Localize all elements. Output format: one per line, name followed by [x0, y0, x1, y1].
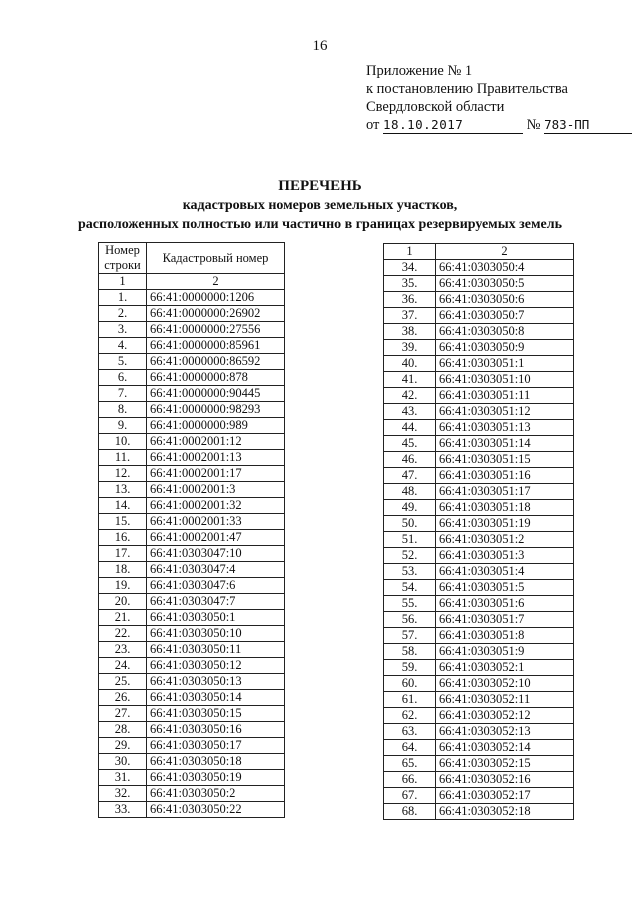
cadastral-number: 66:41:0303051:6: [436, 596, 574, 612]
table-row: [384, 692, 574, 708]
title-main: ПЕРЕЧЕНЬ: [278, 178, 362, 194]
row-number: 37.: [384, 308, 436, 324]
table-row: [99, 706, 285, 722]
table-row: [99, 370, 285, 386]
row-number: 59.: [384, 660, 436, 676]
header-col-index-2: 2: [436, 244, 574, 260]
row-number: 21.: [99, 610, 147, 626]
annex-date-line: [366, 116, 632, 134]
cadastral-number: 66:41:0303052:16: [436, 772, 574, 788]
cadastral-number: 66:41:0303050:5: [436, 276, 574, 292]
annex-number: 783-ПП: [544, 117, 632, 134]
row-number: 58.: [384, 644, 436, 660]
table-row: [384, 708, 574, 724]
table-row: [384, 276, 574, 292]
table-row: [384, 468, 574, 484]
cadastral-number: 66:41:0303051:15: [436, 452, 574, 468]
cadastral-number: 66:41:0303051:5: [436, 580, 574, 596]
annex-from-label: от: [366, 117, 380, 133]
row-number: 51.: [384, 532, 436, 548]
row-number: 1.: [99, 290, 147, 306]
row-number: 14.: [99, 498, 147, 514]
table-row: [384, 308, 574, 324]
row-number: 3.: [99, 322, 147, 338]
cadastral-number: 66:41:0303050:15: [147, 706, 285, 722]
table-row: [99, 642, 285, 658]
table-row: [99, 386, 285, 402]
table-row: [99, 594, 285, 610]
table-row: [384, 516, 574, 532]
annex-decree: к постановлению Правительства: [366, 81, 568, 97]
row-number: 46.: [384, 452, 436, 468]
cadastral-number: 66:41:0000000:86592: [147, 354, 285, 370]
table-row: [384, 436, 574, 452]
table-row: [99, 722, 285, 738]
cadastral-number: 66:41:0303051:10: [436, 372, 574, 388]
table-row: [99, 306, 285, 322]
cadastral-number: 66:41:0303050:16: [147, 722, 285, 738]
table-row: [99, 290, 285, 306]
cadastral-number: 66:41:0000000:878: [147, 370, 285, 386]
table-row: [99, 690, 285, 706]
table-row: [99, 802, 285, 818]
cadastral-number: 66:41:0303052:13: [436, 724, 574, 740]
cadastral-number: 66:41:0303050:22: [147, 802, 285, 818]
row-number: 18.: [99, 562, 147, 578]
cadastral-number: 66:41:0303051:14: [436, 436, 574, 452]
cadastral-table-left: [98, 242, 285, 818]
annex-block: [366, 62, 632, 134]
row-number: 65.: [384, 756, 436, 772]
cadastral-number: 66:41:0303051:8: [436, 628, 574, 644]
cadastral-number: 66:41:0303052:14: [436, 740, 574, 756]
row-number: 40.: [384, 356, 436, 372]
cadastral-number: 66:41:0303050:18: [147, 754, 285, 770]
cadastral-number: 66:41:0303050:6: [436, 292, 574, 308]
row-number: 19.: [99, 578, 147, 594]
cadastral-number: 66:41:0002001:12: [147, 434, 285, 450]
table-row: [99, 738, 285, 754]
table-row: [99, 402, 285, 418]
row-number: 45.: [384, 436, 436, 452]
table-row: [384, 628, 574, 644]
row-number: 53.: [384, 564, 436, 580]
table-row: [384, 484, 574, 500]
table-row: [384, 340, 574, 356]
cadastral-number: 66:41:0002001:3: [147, 482, 285, 498]
cadastral-number: 66:41:0303051:18: [436, 500, 574, 516]
row-number: 49.: [384, 500, 436, 516]
row-number: 7.: [99, 386, 147, 402]
cadastral-number: 66:41:0303052:17: [436, 788, 574, 804]
table-row: [99, 786, 285, 802]
row-number: 30.: [99, 754, 147, 770]
table-row: [384, 580, 574, 596]
cadastral-number: 66:41:0303051:19: [436, 516, 574, 532]
row-number: 11.: [99, 450, 147, 466]
table-row: [99, 482, 285, 498]
table-row: [384, 788, 574, 804]
table-row: [384, 804, 574, 820]
table-row: [384, 356, 574, 372]
title-subtitle-1: кадастровых номеров земельных участков,: [182, 198, 458, 213]
cadastral-number: 66:41:0303052:1: [436, 660, 574, 676]
page-number: 16: [312, 38, 328, 54]
table-row: [384, 740, 574, 756]
cadastral-number: 66:41:0303047:4: [147, 562, 285, 578]
table-row: [99, 498, 285, 514]
table-row: [384, 500, 574, 516]
cadastral-number: 66:41:0303052:10: [436, 676, 574, 692]
cadastral-number: 66:41:0303051:2: [436, 532, 574, 548]
table-row: [99, 322, 285, 338]
table-row: [99, 754, 285, 770]
cadastral-number: 66:41:0000000:27556: [147, 322, 285, 338]
cadastral-number: 66:41:0303050:9: [436, 340, 574, 356]
row-number: 16.: [99, 530, 147, 546]
table-row: [384, 596, 574, 612]
cadastral-number: 66:41:0002001:33: [147, 514, 285, 530]
row-number: 63.: [384, 724, 436, 740]
table-row: [99, 354, 285, 370]
row-number: 36.: [384, 292, 436, 308]
row-number: 62.: [384, 708, 436, 724]
table-row: [99, 418, 285, 434]
table-row: [384, 292, 574, 308]
cadastral-number: 66:41:0303050:8: [436, 324, 574, 340]
table-row: [384, 772, 574, 788]
header-col-index-1: 1: [384, 244, 436, 260]
row-number: 57.: [384, 628, 436, 644]
row-number: 13.: [99, 482, 147, 498]
cadastral-number: 66:41:0303051:16: [436, 468, 574, 484]
table-row: [99, 338, 285, 354]
table-row: [99, 578, 285, 594]
table-row: [384, 564, 574, 580]
row-number: 12.: [99, 466, 147, 482]
row-number: 9.: [99, 418, 147, 434]
annex-number-label: №: [526, 117, 541, 133]
table-row: [384, 324, 574, 340]
cadastral-number: 66:41:0303050:14: [147, 690, 285, 706]
table-row: [99, 434, 285, 450]
row-number: 41.: [384, 372, 436, 388]
row-number: 27.: [99, 706, 147, 722]
cadastral-number: 66:41:0303051:12: [436, 404, 574, 420]
cadastral-number: 66:41:0303052:18: [436, 804, 574, 820]
header-col-index-2: 2: [147, 274, 285, 290]
row-number: 60.: [384, 676, 436, 692]
annex-title: Приложение № 1: [366, 63, 473, 79]
cadastral-number: 66:41:0303052:12: [436, 708, 574, 724]
document-title: [0, 176, 640, 234]
table-row: [99, 626, 285, 642]
row-number: 22.: [99, 626, 147, 642]
row-number: 35.: [384, 276, 436, 292]
cadastral-number: 66:41:0303050:11: [147, 642, 285, 658]
table-row: [99, 674, 285, 690]
row-number: 42.: [384, 388, 436, 404]
row-number: 67.: [384, 788, 436, 804]
row-number: 23.: [99, 642, 147, 658]
table-row: [384, 452, 574, 468]
table-row: [384, 676, 574, 692]
cadastral-number: 66:41:0002001:32: [147, 498, 285, 514]
table-row: [99, 770, 285, 786]
row-number: 33.: [99, 802, 147, 818]
cadastral-number: 66:41:0000000:1206: [147, 290, 285, 306]
header-row-number: Номер строки: [99, 243, 147, 274]
cadastral-number: 66:41:0303050:13: [147, 674, 285, 690]
table-row: [384, 756, 574, 772]
cadastral-number: 66:41:0303050:12: [147, 658, 285, 674]
row-number: 39.: [384, 340, 436, 356]
table-row: [99, 530, 285, 546]
row-number: 28.: [99, 722, 147, 738]
table-row: [99, 546, 285, 562]
cadastral-number: 66:41:0303047:6: [147, 578, 285, 594]
row-number: 54.: [384, 580, 436, 596]
table-row: [99, 610, 285, 626]
row-number: 17.: [99, 546, 147, 562]
table-row: [384, 612, 574, 628]
table-row: [99, 514, 285, 530]
row-number: 55.: [384, 596, 436, 612]
cadastral-number: 66:41:0303052:15: [436, 756, 574, 772]
row-number: 2.: [99, 306, 147, 322]
cadastral-number: 66:41:0303050:17: [147, 738, 285, 754]
cadastral-number: 66:41:0303052:11: [436, 692, 574, 708]
header-col-index-1: 1: [99, 274, 147, 290]
row-number: 50.: [384, 516, 436, 532]
cadastral-number: 66:41:0303051:4: [436, 564, 574, 580]
table-row: [384, 724, 574, 740]
row-number: 52.: [384, 548, 436, 564]
annex-date: 18.10.2017: [383, 117, 523, 134]
row-number: 31.: [99, 770, 147, 786]
row-number: 34.: [384, 260, 436, 276]
row-number: 43.: [384, 404, 436, 420]
row-number: 56.: [384, 612, 436, 628]
cadastral-number: 66:41:0303050:7: [436, 308, 574, 324]
table-row: [99, 658, 285, 674]
row-number: 66.: [384, 772, 436, 788]
table-row: [384, 660, 574, 676]
table-row: [99, 562, 285, 578]
cadastral-number: 66:41:0303047:7: [147, 594, 285, 610]
cadastral-number: 66:41:0303050:19: [147, 770, 285, 786]
cadastral-number: 66:41:0002001:13: [147, 450, 285, 466]
header-cadastral-number: Кадастровый номер: [147, 243, 285, 274]
table-row: [384, 388, 574, 404]
cadastral-number: 66:41:0002001:47: [147, 530, 285, 546]
table-row: [99, 466, 285, 482]
row-number: 25.: [99, 674, 147, 690]
cadastral-number: 66:41:0002001:17: [147, 466, 285, 482]
table-row: [384, 420, 574, 436]
cadastral-number: 66:41:0000000:90445: [147, 386, 285, 402]
cadastral-number: 66:41:0303051:11: [436, 388, 574, 404]
row-number: 10.: [99, 434, 147, 450]
row-number: 8.: [99, 402, 147, 418]
cadastral-number: 66:41:0303050:2: [147, 786, 285, 802]
cadastral-number: 66:41:0000000:98293: [147, 402, 285, 418]
row-number: 29.: [99, 738, 147, 754]
cadastral-number: 66:41:0303051:13: [436, 420, 574, 436]
cadastral-table-right: [383, 243, 574, 820]
row-number: 68.: [384, 804, 436, 820]
row-number: 20.: [99, 594, 147, 610]
cadastral-number: 66:41:0303050:4: [436, 260, 574, 276]
table-row: [384, 548, 574, 564]
cadastral-number: 66:41:0000000:989: [147, 418, 285, 434]
row-number: 24.: [99, 658, 147, 674]
cadastral-number: 66:41:0303051:17: [436, 484, 574, 500]
cadastral-number: 66:41:0303051:7: [436, 612, 574, 628]
title-subtitle-2: расположенных полностью или частично в границах резервируемых земель: [78, 217, 562, 232]
row-number: 15.: [99, 514, 147, 530]
table-row: [384, 260, 574, 276]
cadastral-number: 66:41:0000000:85961: [147, 338, 285, 354]
annex-region: Свердловской области: [366, 99, 505, 115]
cadastral-number: 66:41:0303050:10: [147, 626, 285, 642]
row-number: 64.: [384, 740, 436, 756]
row-number: 32.: [99, 786, 147, 802]
cadastral-number: 66:41:0303051:9: [436, 644, 574, 660]
row-number: 44.: [384, 420, 436, 436]
row-number: 47.: [384, 468, 436, 484]
row-number: 6.: [99, 370, 147, 386]
table-row: [384, 644, 574, 660]
table-row: [384, 372, 574, 388]
cadastral-number: 66:41:0000000:26902: [147, 306, 285, 322]
row-number: 5.: [99, 354, 147, 370]
row-number: 26.: [99, 690, 147, 706]
table-row: [384, 404, 574, 420]
table-row: [384, 532, 574, 548]
table-row: [99, 450, 285, 466]
cadastral-number: 66:41:0303047:10: [147, 546, 285, 562]
row-number: 61.: [384, 692, 436, 708]
row-number: 4.: [99, 338, 147, 354]
row-number: 48.: [384, 484, 436, 500]
cadastral-number: 66:41:0303051:1: [436, 356, 574, 372]
row-number: 38.: [384, 324, 436, 340]
cadastral-number: 66:41:0303050:1: [147, 610, 285, 626]
cadastral-number: 66:41:0303051:3: [436, 548, 574, 564]
